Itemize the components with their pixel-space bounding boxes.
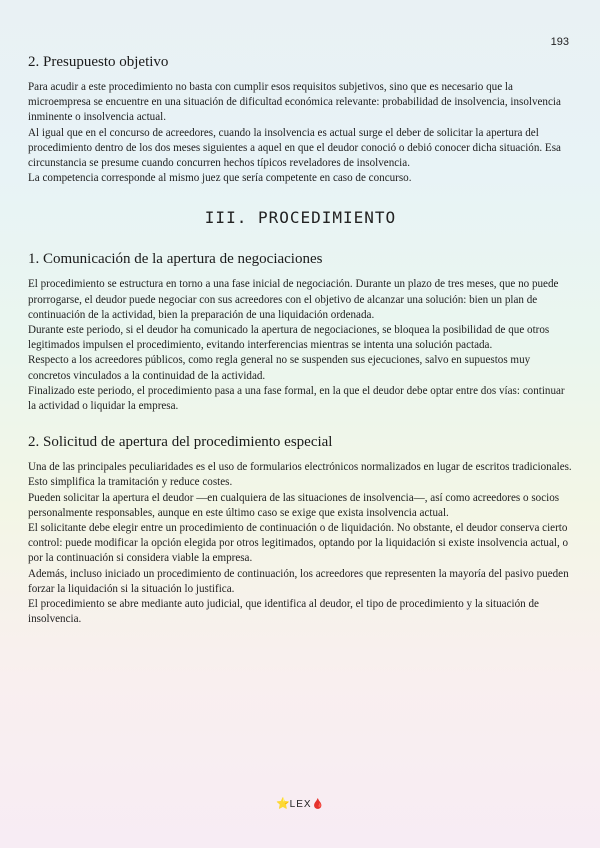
section-heading: 2. Presupuesto objetivo [28,54,169,70]
paragraph: El solicitante debe elegir entre un procedimiento de continuación o de liquidación. No obstante, el deudor conserva cierto control: puede modificar la opción elegida por otros legitimados, optando por la liquidación si existe insolvencia actual, o por la continuación si considera viable la empresa. [28,522,569,565]
paragraph: Una de las principales peculiaridades es el uso de formularios electrónicos normalizados en lugar de escritos tradicionales. Esto simplifica la tramitación y reduce costes. [28,461,572,489]
drop-icon: 🩸 [311,799,325,810]
section-solicitud-apertura [28,434,573,627]
paragraph: El procedimiento se abre mediante auto judicial, que identifica al deudor, el tipo de procedimiento y la situación de insolvencia. [28,598,539,626]
section-comunicacion-apertura [28,251,573,414]
chapter-title: III. PROCEDIMIENTO [204,208,397,228]
paragraph: La competencia corresponde al mismo juez que sería competente en caso de concurso. [28,172,412,185]
paragraph: Respecto a los acreedores públicos, como regla general no se suspenden sus ejecuciones, salvo en supuestos muy concretos vinculados a la continuidad de la actividad. [28,354,531,382]
page-number: 193 [550,36,569,48]
paragraph: Finalizado este periodo, el procedimiento pasa a una fase formal, en la que el deudor debe optar entre dos vías: continuar la actividad o liquidar la empresa. [28,384,565,413]
paragraph: Al igual que en el concurso de acreedores, cuando la insolvencia es actual surge el deber de solicitar la apertura del procedimiento dentro de los dos meses siguientes a aquel en que el deudor conoció o debió conocer dicha situación. Esa circunstancia se presume cuando concurren hechos típicos reveladores de insolvencia. [28,126,561,170]
page-content [28,54,573,627]
paragraph: Además, incluso iniciado un procedimiento de continuación, los acreedores que representen la mayoría del pasivo pueden forzar la liquidación si la situación lo justifica. [28,567,569,595]
brand-label: LEX [289,799,312,810]
paragraph: Para acudir a este procedimiento no basta con cumplir esos requisitos subjetivos, sino que es necesario que la microempresa se encuentre en una situación de dificultad económica relevante: probabilidad de insolvencia, insolvencia inminente o insolvencia actual. [28,81,561,124]
section-presupuesto-objetivo [28,54,573,186]
section-heading: 2. Solicitud de apertura del procedimiento especial [28,434,333,451]
section-heading: 1. Comunicación de la apertura de negociaciones [28,251,323,268]
paragraph: Durante este periodo, si el deudor ha comunicado la apertura de negociaciones, se bloquea la posibilidad de que otros legitimados impulsen el procedimiento, evitando interferencias mientras se intenta una solución pactada. [28,324,550,352]
paragraph: El procedimiento se estructura en torno a una fase inicial de negociación. Durante un plazo de tres meses, que no puede prorrogarse, el deudor puede negociar con sus acreedores con el objetivo de alcanzar una solución: bien un plan de continuación de la actividad, bien la preparación de una liquidación ordenada. [28,278,559,321]
footer-brand [0,797,600,810]
star-icon: ⭐ [275,798,290,810]
paragraph: Pueden solicitar la apertura el deudor —en cualquiera de las situaciones de insolvencia—, así como acreedores o socios personalmente responsables, aunque en este último caso se exige que exista insolvencia actual. [28,491,560,519]
